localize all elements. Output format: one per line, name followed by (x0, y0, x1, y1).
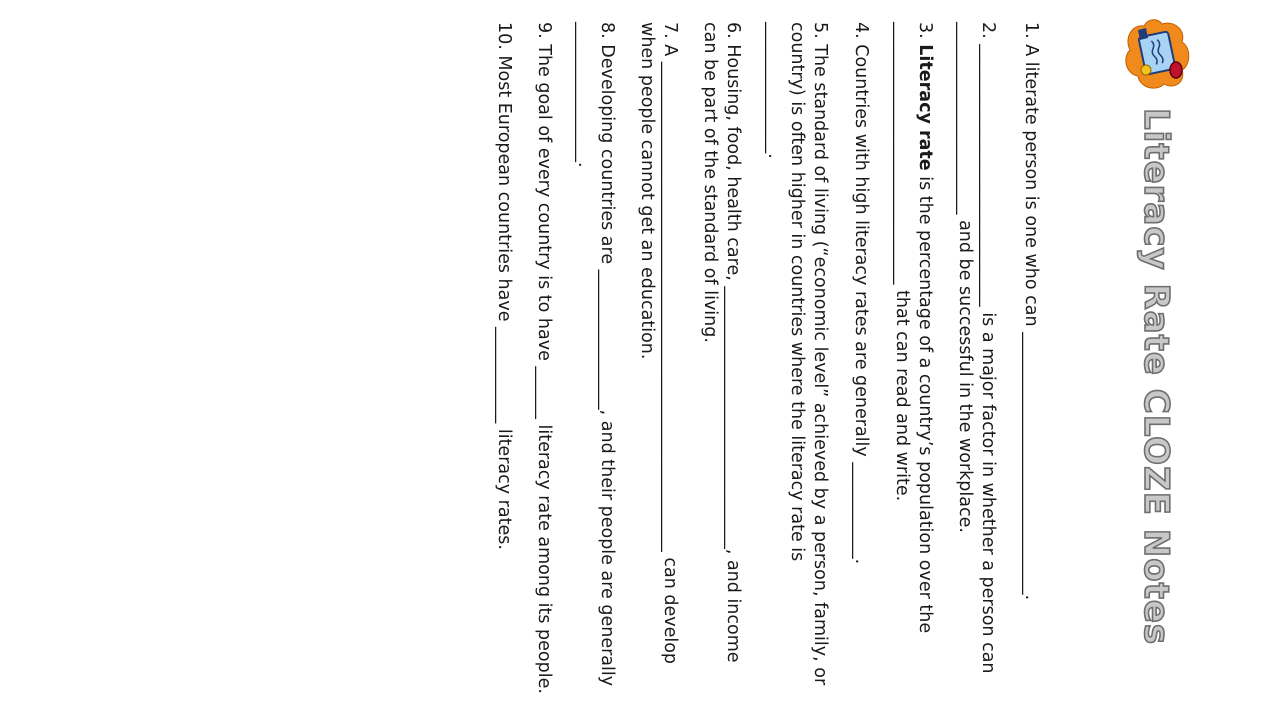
cloze-item-1: 1. A literate person is one who can ______________________________. (1021, 22, 1041, 601)
cloze-item-2: 2. ______________________________ is a major factor in whether a person can ______________________ and be successful in the workplace. (955, 22, 998, 674)
cloze-item-8: 8. Developing countries are ________________, and their people are generally ________________. (574, 22, 617, 687)
cloze-item-9: 9. The goal of every country is to have ______ literacy rate among its people. (534, 22, 554, 694)
cloze-item-6: 6. Housing, food, health care, ______________________________, and income can be part of the standard of living. (700, 22, 743, 663)
item-number: 3. (915, 22, 935, 45)
item-text: is the percentage of a country’s population over the ______________________________ that can read and write. (892, 22, 935, 634)
cloze-item-10: 10. Most European countries have ___________ literacy rates. (494, 22, 514, 550)
cloze-item-4: 4. Countries with high literacy rates are generally ___________. (851, 22, 871, 565)
page-title: Literacy Rate CLOZE Notes (1136, 108, 1176, 646)
cloze-item-5: 5. The standard of living (“economic level” achieved by a person, family, or country) is often higher in countries where the literacy rate is _______________. (764, 22, 830, 686)
cloze-item-3 (890, 22, 936, 697)
diploma-scroll-icon (1122, 18, 1192, 92)
bold-term: Literacy rate (915, 44, 935, 171)
cloze-item-7: 7. A ________________________________________________________ can develop when people cannot get an education. (637, 22, 680, 665)
cloze-list (472, 22, 1042, 697)
